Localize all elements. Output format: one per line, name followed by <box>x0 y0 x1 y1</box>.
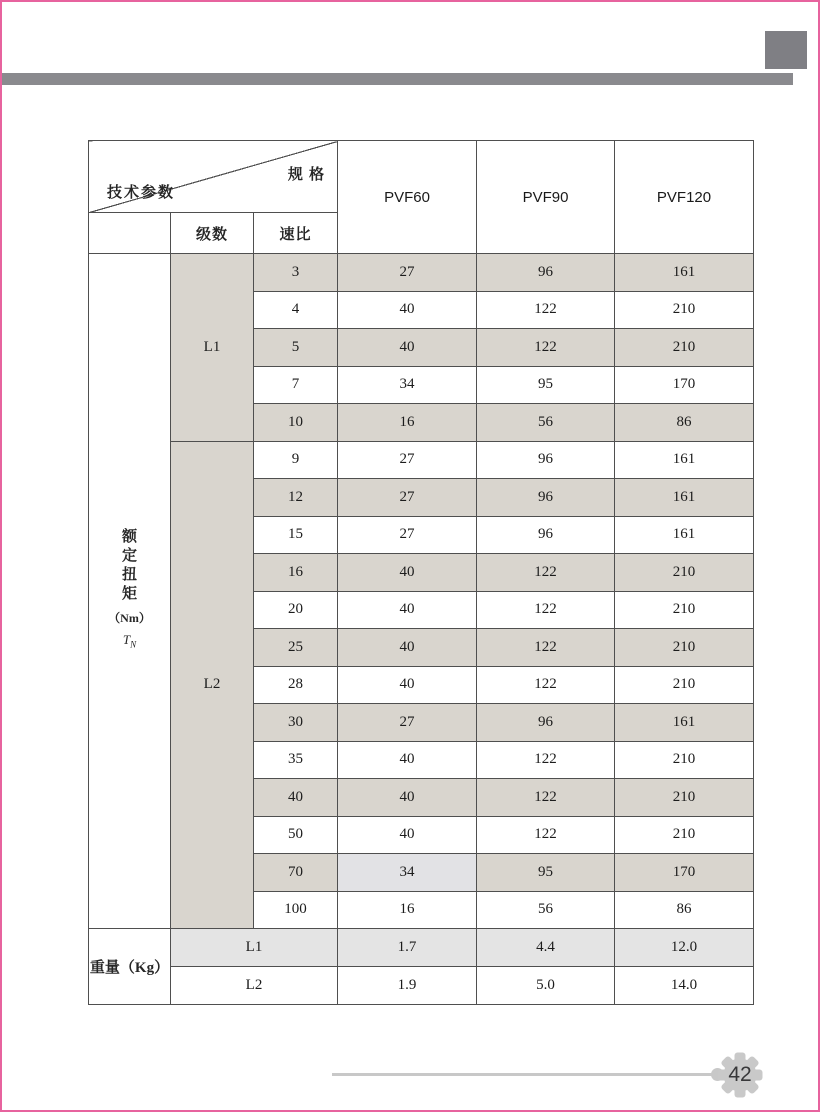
corner-label-spec: 规 格 <box>287 166 326 183</box>
ratio-cell: 30 <box>254 704 338 742</box>
value-cell: 40 <box>338 741 477 779</box>
value-cell: 210 <box>615 779 754 817</box>
top-right-gray-square <box>765 31 807 69</box>
ratio-cell: 20 <box>254 591 338 629</box>
value-cell: 210 <box>615 816 754 854</box>
column-header-pvf60: PVF60 <box>338 141 477 254</box>
value-cell: 122 <box>477 329 615 367</box>
ratio-cell: 35 <box>254 741 338 779</box>
value-cell: 161 <box>615 479 754 517</box>
value-cell: 122 <box>477 816 615 854</box>
value-cell: 86 <box>615 891 754 929</box>
column-header-pvf120: PVF120 <box>615 141 754 254</box>
value-cell: 40 <box>338 554 477 592</box>
value-cell: 210 <box>615 329 754 367</box>
torque-symbol: $T_N$ <box>122 631 137 650</box>
ratio-cell: 3 <box>254 254 338 292</box>
corner-label-params: 技术参数 <box>107 184 176 201</box>
subheader-stage: 级数 <box>171 213 254 254</box>
page-number: 42 <box>728 1063 752 1086</box>
ratio-cell: 28 <box>254 666 338 704</box>
weight-value-cell: 14.0 <box>615 967 754 1005</box>
table-row <box>89 441 754 479</box>
value-cell: 86 <box>615 404 754 442</box>
value-cell: 161 <box>615 704 754 742</box>
value-cell: 27 <box>338 441 477 479</box>
value-cell: 27 <box>338 704 477 742</box>
value-cell: 27 <box>338 254 477 292</box>
value-cell: 40 <box>338 816 477 854</box>
table-row <box>89 254 754 292</box>
value-cell: 122 <box>477 741 615 779</box>
value-cell: 122 <box>477 291 615 329</box>
torque-unit: （Nm） <box>108 610 151 625</box>
ratio-cell: 7 <box>254 366 338 404</box>
value-cell: 16 <box>338 404 477 442</box>
value-cell: 161 <box>615 254 754 292</box>
ratio-cell: 40 <box>254 779 338 817</box>
ratio-cell: 100 <box>254 891 338 929</box>
value-cell: 210 <box>615 741 754 779</box>
weight-stage-cell: L1 <box>171 929 338 967</box>
value-cell: 96 <box>477 254 615 292</box>
value-cell: 34 <box>338 366 477 404</box>
footer-rule <box>332 1073 718 1076</box>
weight-value-cell: 1.9 <box>338 967 477 1005</box>
table-corner-cell <box>89 141 338 213</box>
value-cell: 40 <box>338 779 477 817</box>
header-row <box>89 141 754 213</box>
value-cell: 56 <box>477 891 615 929</box>
value-cell: 95 <box>477 366 615 404</box>
column-header-pvf90: PVF90 <box>477 141 615 254</box>
subheader-ratio: 速比 <box>254 213 338 254</box>
ratio-cell: 25 <box>254 629 338 667</box>
weight-value-cell: 4.4 <box>477 929 615 967</box>
spec-table <box>88 140 754 1005</box>
value-cell: 40 <box>338 329 477 367</box>
weight-stage-cell: L2 <box>171 967 338 1005</box>
ratio-cell: 5 <box>254 329 338 367</box>
ratio-cell: 12 <box>254 479 338 517</box>
value-cell: 96 <box>477 479 615 517</box>
ratio-cell: 15 <box>254 516 338 554</box>
value-cell: 27 <box>338 479 477 517</box>
subheader-blank-cell <box>89 213 171 254</box>
weight-value-cell: 5.0 <box>477 967 615 1005</box>
value-cell: 210 <box>615 591 754 629</box>
spec-table-body <box>89 254 754 1005</box>
value-cell: 96 <box>477 704 615 742</box>
value-cell: 40 <box>338 591 477 629</box>
ratio-cell: 10 <box>254 404 338 442</box>
value-cell: 40 <box>338 291 477 329</box>
weight-value-cell: 12.0 <box>615 929 754 967</box>
value-cell: 122 <box>477 554 615 592</box>
value-cell: 210 <box>615 666 754 704</box>
ratio-cell: 4 <box>254 291 338 329</box>
value-cell: 96 <box>477 516 615 554</box>
value-cell: 95 <box>477 854 615 892</box>
value-cell: 210 <box>615 291 754 329</box>
value-cell: 170 <box>615 854 754 892</box>
value-cell: 122 <box>477 629 615 667</box>
value-cell: 27 <box>338 516 477 554</box>
weight-row <box>89 929 754 967</box>
value-cell: 210 <box>615 554 754 592</box>
value-cell: 122 <box>477 779 615 817</box>
value-cell: 122 <box>477 591 615 629</box>
ratio-cell: 9 <box>254 441 338 479</box>
page-badge <box>716 1051 764 1099</box>
value-cell: 161 <box>615 516 754 554</box>
stage-cell-L2: L2 <box>171 441 254 929</box>
weight-value-cell: 1.7 <box>338 929 477 967</box>
row-group-label-torque <box>89 254 171 929</box>
weight-row <box>89 967 754 1005</box>
ratio-cell: 16 <box>254 554 338 592</box>
value-cell: 210 <box>615 629 754 667</box>
ratio-cell: 50 <box>254 816 338 854</box>
top-gray-bar <box>2 73 793 85</box>
value-cell: 96 <box>477 441 615 479</box>
torque-vertical-label: 额 定 扭 矩 （Nm） $T_N$ <box>89 528 170 655</box>
value-cell: 40 <box>338 666 477 704</box>
value-cell: 56 <box>477 404 615 442</box>
ratio-cell: 70 <box>254 854 338 892</box>
value-cell: 161 <box>615 441 754 479</box>
value-cell: 122 <box>477 666 615 704</box>
weight-label: 重量（Kg） <box>89 929 171 1005</box>
stage-cell-L1: L1 <box>171 254 254 442</box>
value-cell: 34 <box>338 854 477 892</box>
value-cell: 170 <box>615 366 754 404</box>
value-cell: 40 <box>338 629 477 667</box>
value-cell: 16 <box>338 891 477 929</box>
